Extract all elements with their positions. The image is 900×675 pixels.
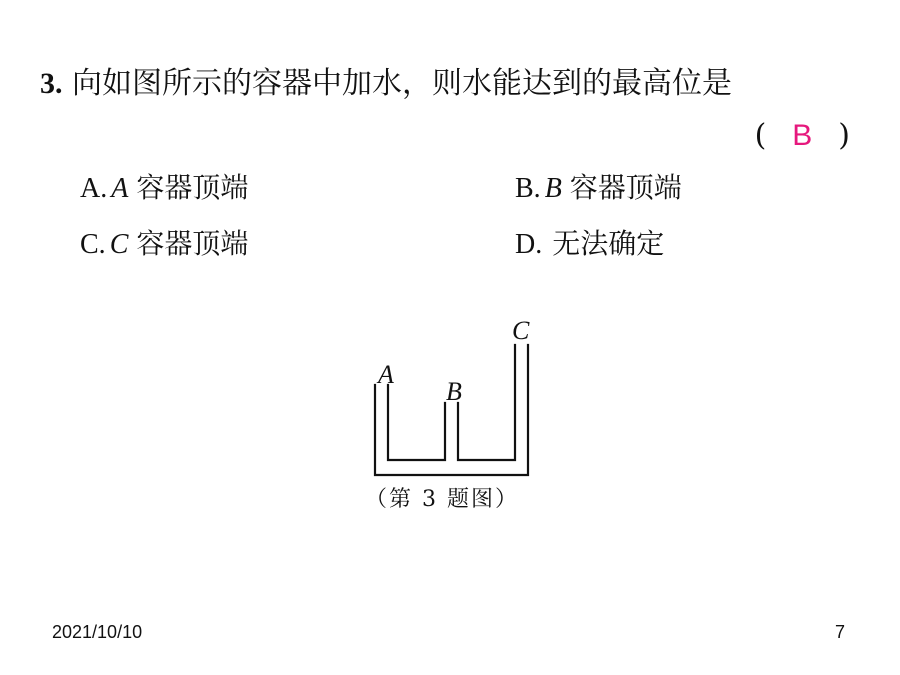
option-b bbox=[515, 166, 682, 211]
page-number: 7 bbox=[835, 622, 846, 642]
option-text: 无法确定 bbox=[552, 227, 665, 260]
label-a: A bbox=[378, 360, 394, 389]
figure-caption: （第 3 题图） bbox=[365, 487, 519, 512]
footer-date: 2021/10/10 bbox=[52, 622, 143, 642]
question-number: 3. bbox=[40, 67, 63, 100]
outer-wall bbox=[375, 345, 528, 475]
question-text: 向如图所示的容器中加水，则水能达到的最高位是 bbox=[62, 66, 733, 101]
option-variable: A bbox=[111, 173, 129, 204]
option-key: A. bbox=[80, 173, 108, 204]
answer-bracket bbox=[755, 112, 850, 160]
answer-close-paren: ) bbox=[838, 118, 850, 153]
option-c bbox=[80, 222, 248, 267]
option-d bbox=[515, 222, 664, 267]
answer-open-paren: ( bbox=[754, 118, 767, 153]
option-key: C. bbox=[80, 229, 106, 260]
connected-vessels-diagram bbox=[360, 315, 550, 485]
option-a bbox=[80, 166, 248, 211]
label-c: C bbox=[512, 316, 530, 345]
vessel-a-inner-wall bbox=[388, 385, 445, 460]
option-text: 容器顶端 bbox=[136, 171, 249, 204]
option-variable: B bbox=[544, 173, 562, 204]
answer-letter: B bbox=[792, 119, 813, 152]
option-text: 容器顶端 bbox=[569, 171, 682, 204]
option-variable: C bbox=[109, 229, 129, 260]
vessel-b-inner-wall bbox=[458, 345, 515, 460]
option-key: D. bbox=[515, 229, 543, 260]
container-figure bbox=[360, 315, 550, 485]
option-key: B. bbox=[515, 173, 541, 204]
label-b: B bbox=[446, 377, 462, 406]
question-stem bbox=[40, 60, 732, 108]
option-text: 容器顶端 bbox=[136, 227, 249, 260]
